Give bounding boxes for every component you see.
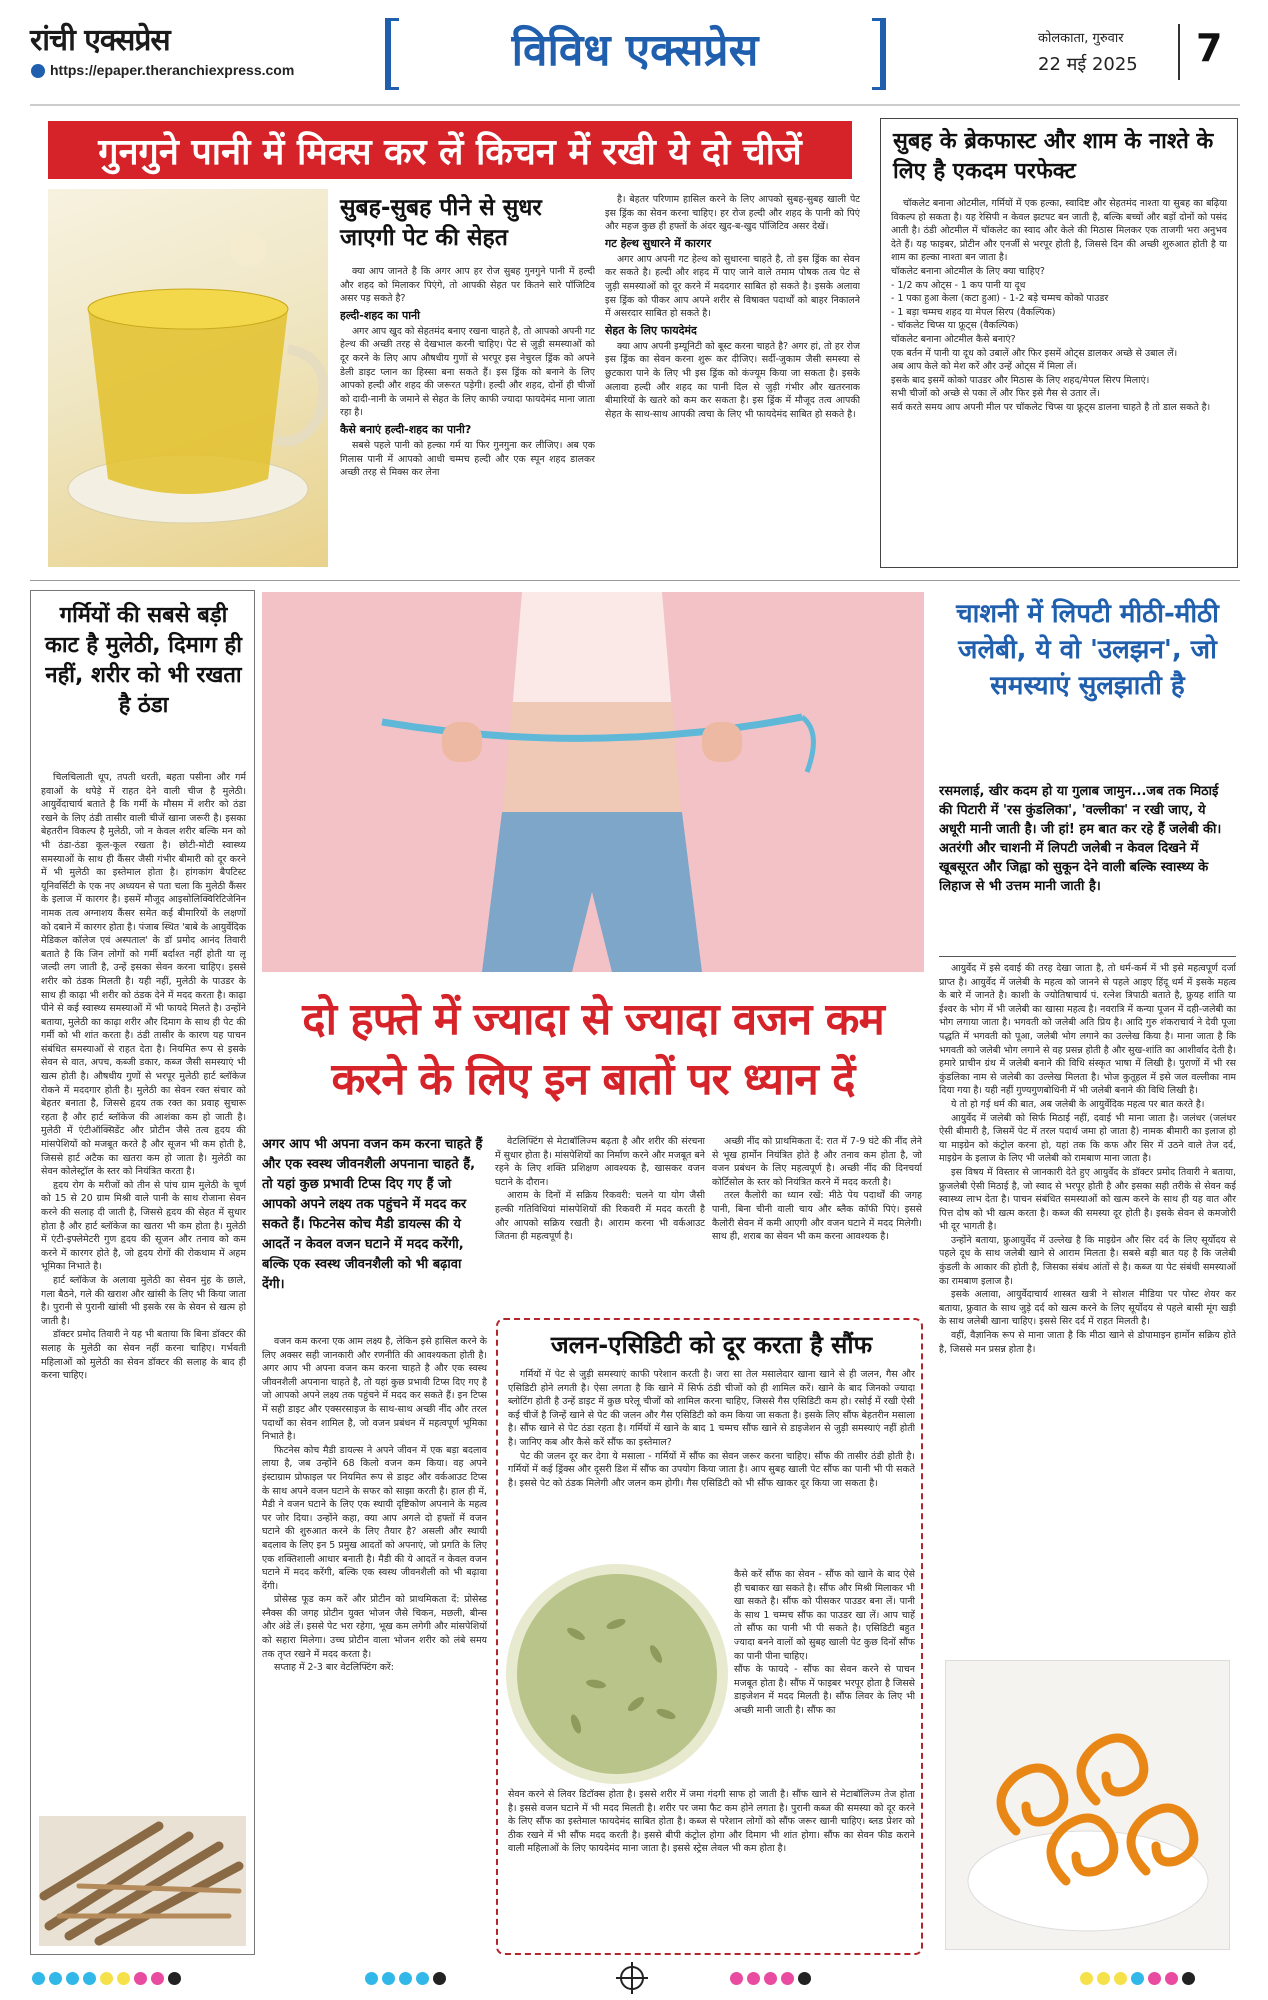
black-dot	[798, 1972, 811, 1985]
story1-column-1: क्या आप जानते है कि अगर आप हर रोज सुबह गुनगुने पानी में हल्दी और शहद को मिलाकर पिएंगे, तो आपकी सेहत पर कितने सारे पॉजिटिव असर पड़ सकते है? हल्दी-शहद का पानी अगर आप खुद को सेहतमंद बनाए रखना चाहते है, तो आपको अपनी गट हेल्थ की अच्छी तरह से देखभाल करनी चाहिए। पेट से जुड़ी समस्याओं को दूर करने के लिए आप औषधीय गुणों से भरपूर इस नेचुरल ड्रिंक को अपने डेली डाइट प्लान का हिस्सा बना सकते हैं। इस ड्रिंक को बनाने के लिए आपको हल्दी और शहद की जरूरत पड़ेगी। हल्दी और शहद, दोनों ही चीजों को दादी-नानी के जमाने से सेहत के लिए काफी ज्यादा फायदेमंद माना जाता रहा है। कैसे बनाएं हल्दी-शहद का पानी? सबसे पहले पानी को हल्का गर्म या फिर गुनगुना कर लीजिए। अब एक गिलास पानी में आपको आधी चम्मच हल्दी और एक स्पून शहद डालकर अच्छी तरह से मिक्स कर लेना	[340, 266, 595, 479]
yellow-dot	[1114, 1972, 1127, 1985]
jalebi-photo	[945, 1660, 1230, 1950]
story-mulethi	[30, 590, 255, 1955]
turmeric-cup-photo	[48, 189, 328, 567]
jalebi-plate-icon	[946, 1661, 1230, 1950]
black-dot	[168, 1972, 181, 1985]
banner-headline: गुनगुने पानी में मिक्स कर लें किचन में रखी ये दो चीजें	[98, 131, 802, 173]
cyan-dot	[399, 1972, 412, 1985]
story5-right-column: कैसे करें सौंफ का सेवन - सौंफ को खाने के बाद ऐसे ही चबाकर खा सकते है। सौंफ और मिश्री मिलाकर भी खा सकते है। सौंफ को पीसकर पाउडर बना लें। पानी के साथ 1 चम्मच सौंफ का पाउडर खा लें। आप चाहें तो सौंफ का पानी भी पी सकते है। एसिडिटी बहुत ज्यादा बनने वालों को सुबह खाली पेट कुछ दिनों सौंफ का पानी पीना चाहिए। सौंफ के फायदे - सौंफ का सेवन करने से पाचन मजबूत होता है। सौंफ में फाइबर भरपूर होता है जिससे डाइजेशन में मदद मिलती है। सौंफ लिवर के लिए भी अच्छी मानी जाती है। सौंफ का	[734, 1569, 915, 1716]
story4-intro: अगर आप भी अपना वजन कम करना चाहते हैं और एक स्वस्थ जीवनशैली अपनाना चाहते हैं, तो यहां कुछ प्रभावी टिप्स दिए गए हैं जो आपको अपने लक्ष्य तक पहुंचने में मदद कर सकते हैं। फिटनेस कोच मैडी डायल्स की ये आदतें न केवल वजन घटाने में मदद करेंगी, बल्कि एक स्वस्थ जीवनशैली को भी बढ़ावा देंगी।	[262, 1137, 483, 1292]
brand-logo: रांची एक्सप्रेस	[30, 23, 170, 58]
story1-column-2: है। बेहतर परिणाम हासिल करने के लिए आपको सुबह-सुबह खाली पेट इस ड्रिंक का सेवन करना चाहिए। हर रोज हल्दी और शहद के पानी को पिएं और महज कुछ ही हफ्तों के अंदर खुद-ब-खुद पॉजिटिव असर देखें। गट हेल्थ सुधारने में कारगर अगर आप अपनी गट हेल्थ को सुधारना चाहते है, तो इस ड्रिंक का सेवन कर सकते है। हल्दी और शहद में पाए जाने वाले तमाम पोषक तत्व पेट से जुड़ी समस्याओं को दूर करने में मददगार साबित हो सकते है। इसके अलावा इस ड्रिंक को पीकर आप अपने शरीर से विषाक्त पदार्थों को बाहर निकालने में असरदार साबित हो सकते है। सेहत के लिए फायदेमंद क्या आप अपनी इम्यूनिटी को बूस्ट करना चाहते है? अगर हां, तो हर रोज इस ड्रिंक का सेवन करना शुरू कर दीजिए। सर्दी-जुकाम जैसी समस्या से छुटकारा पाने के लिए भी इस ड्रिंक को कंज्यूम किया जा सकता है। इसके अलावा हल्दी और शहद का पानी दिल से जुड़ी गंभीर और खतरनाक बीमारियों के खतरे को कम कर सकता है। इस ड्रिंक में मौजूद तत्व आपकी सेहत के साथ-साथ आपकी त्वचा के लिए भी फायदेमंद साबित हो सकते है।	[605, 194, 860, 420]
left-bracket-decoration	[385, 18, 399, 90]
cyan-dot	[32, 1972, 45, 1985]
story-fennel	[496, 1318, 923, 1955]
black-dot	[1182, 1972, 1195, 1985]
fennel-seeds-photo	[506, 1564, 728, 1784]
story3-body: चिलचिलाती धूप, तपती धरती, बहता पसीना और गर्म हवाओं के थपेड़े में राहत देने वाली चीज है मुलेठी। आयुर्वेदाचार्य बताते है कि गर्मी के मौसम में शरीर को ठंडा रखने के लिए ठंडी तासीर वाली चीजें खाना जरूरी है। इसका बेहतरीन विकल्प है मुलेठी, जो न केवल शरीर बल्कि मन को भी ठंडा-ठंडा कूल-कूल रखता है। छोटी-मोटी स्वास्थ्य समस्याओं के साथ ही कैंसर जैसी गंभीर बीमारी को दूर करने में भी मुलेठी का इस्तेमाल होता है। हांगकांग बैपटिस्ट यूनिवर्सिटी के एक नए अध्ययन से पता चला कि मुलेठी कैंसर के इलाज में कारगर है। इसमें मौजूद आइसोलिक्विरिटिजेनिन नामक तत्व अग्नाशय कैंसर समेत कई बीमारियों के लक्षणों को दबाने में कारगर होता है। पंजाब स्थित 'बाबे के आयुर्वेदिक मेडिकल कॉलेज एवं अस्पताल' के डॉ प्रमोद आनंद तिवारी बताते है कि जिन लोगों को गर्मी बर्दाश्त नहीं होती या लू जल्दी लग जाती है, उन्हें इसका सेवन करना चाहिए। इससे शरीर को ठंडक मिलती है। यही नहीं, मुलेठी के पाउडर के साथ ही काढ़ा भी शरीर को ठंडक देने में मदद करता है। काढ़ा पीने से कई स्वास्थ्य समस्याओं में भी फायदे मिलते है। उन्होंने बताया, मुलेठी का काढ़ा शरीर और दिमाग के साथ ही पेट की गर्मी को भी शांत करता है। ठंडी तासीर के कारण यह पाचन संबंधित समस्याओं से राहत देता है। नियमित रूप से इसके सेवन से वात, अपच, कब्जी डकार, कब्ज जैसी समस्याएं भी खत्म होती है। औषधीय गुणों से भरपूर मुलेठी हार्ट ब्लॉकेज रोकने में मददगार होती है। मुलेठी का सेवन रक्त संचार को बेहतर बनाता है, जिससे हृदय तक रक्त का प्रवाह सुचारू रहता है और हार्ट ब्लॉकेज की आशंका कम हो जाती है। मुलेठी में एंटीऑक्सिडेंट और प्रोटीन जैसे तत्व हृदय की मांसपेशियों को मजबूत करते है और सूजन भी कम होती है, जिससे हार्ट अटैक का खतरा कम हो जाता है। मुलेठी का सेवन कोलेस्ट्रॉल के स्तर को नियंत्रित करता है। हृदय रोग के मरीजों को तीन से पांच ग्राम मुलेठी के चूर्ण को 15 से 20 ग्राम मिश्री वाले पानी के साथ रोजाना सेवन करने की सलाह दी जाती है, जिससे हृदय की सेहत में सुधार होता है और हार्ट ब्लॉकेज का खतरा भी कम होता है। मुलेठी में एंटी-इफ्लेमेटरी गुण हृदय की सूजन और तनाव को कम करने में कारगर होते है, जो हृदय रोगों की रोकथाम में अहम भूमिका निभाते है। हार्ट ब्लॉकेज के अलावा मुलेठी का सेवन मुंह के छाले, गला बैठने, गले की खराश और खांसी के लिए भी किया जाता है। पुरानी से पुरानी खांसी भी इसके रस के सेवन से खत्म हो जाती है। डॉक्टर प्रमोद तिवारी ने यह भी बताया कि बिना डॉक्टर की सलाह के मुलेठी का सेवन नहीं करना चाहिए। गर्भवती महिलाओं को मुलेठी का सेवन डॉक्टर की सलाह के बाद ही करना चाहिए।	[41, 772, 246, 1382]
story-turmeric-water	[30, 115, 870, 570]
story6-headline: चाशनी में लिपटी मीठी-मीठी जलेबी, ये वो 'उलझन', जो समस्याएं सुलझाती है	[956, 599, 1219, 701]
story6-intro-rule	[939, 956, 1236, 957]
color-registration-mid-left	[365, 1972, 446, 1985]
story6-body: आयुर्वेद में इसे दवाई की तरह देखा जाता है, तो धर्म-कर्म में भी इसे महत्वपूर्ण दर्जा प्राप्त है। आयुर्वेद में जलेबी के महत्व को जानने से पहले आइए हिंदू धर्म में इसके महत्व के बारे में जानते है। काशी के ज्योतिषाचार्य पं. रत्नेश त्रिपाठी बताते है, फ्रुयह शांति या ईश्वर के भोग में भी जलेबी का खासा महत्व है। नवरात्रि में कन्या पूजन में दही-जलेबी का भोग लगाया जाता है। भगवती को जलेबी अति प्रिय है। आदि गुरु शंकराचार्य ने देवी पूजा पद्धति में भगवती को पूआ, जलेबी भोग लगाने का उल्लेख किया है। माना जाता है कि भगवती को जलेबी भोग लगाने से वह प्रसन्न होती है और सुख-शांति का आशीर्वाद देती है। हमारे प्राचीन ग्रंथ में जलेबी बनाने की विधि संस्कृत भाषा में लिखी है। पुराणों में भी रस कुंडलिका नाम से जलेबी का उल्लेख मिलता है। भोज कुतूहल में इसे जल वल्लीका नाम दिया गया है। यही नहीं गुण्यगुणबोधिनी में भी जलेबी बनाने की विधि लिखी है। ये तो हो गई धर्म की बात, अब जलेबी के आयुर्वेदिक महत्व पर बात करते है। आयुर्वेद में जलेबी को सिर्फ मिठाई नहीं, दवाई भी माना जाता है। जलंधर (जलंधर ऐसी बीमारी है, जिसमें पेट में तरल पदार्थ जमा हो जाता है) नामक बीमारी का इलाज हो या माइग्रेन को कंट्रोल करना हो, यहां तक कि कफ और सिर में उठने वाले तेज दर्द, माइग्रेन के इलाज के लिए भी जलेबी को रामबाण माना जाता है। इस विषय में विस्तार से जानकारी देते हुए आयुर्वेद के डॉक्टर प्रमोद तिवारी ने बताया, फ्रुजलेबी ऐसी मिठाई है, जो स्वाद से भरपूर होती है और इसका सही तरीके से सेवन कई स्वास्थ्य लाभ देता है। पाचन संबंधित समस्याओं को खत्म करने के साथ ही यह वात और पित्त दोष को भी खत्म करता है। कब्ज की समस्या दूर होती है। इसके सेवन से कमजोरी भी दूर भागती है। उन्होंने बताया, फ्रुआयुर्वेद में उल्लेख है कि माइग्रेन और सिर दर्द के लिए सूर्योदय से पहले दूध के साथ जलेबी खाने से आराम मिलता है। सबसे बड़ी बात यह है कि जलेबी कुंडली के आकार की होती है, जिसका संबंध आंतों से है। कब्ज या पेट संबंधी समस्याओं का रामबाण इलाज है। इसके अलावा, आयुर्वेदाचार्य शास्त्रत खत्री ने सोशल मीडिया पर पोस्ट शेयर कर बताया, फ्रुवात के साथ जुड़े दर्द को खत्म करने के लिए सूर्योदय से पहले बासी मूंग खड़ी के साथ जलेबी खाना चाहिए। इससे सिर दर्द में राहत मिलती है। वहीं, वैज्ञानिक रूप से माना जाता है कि मीठा खाने से डोपामाइन हार्मोन सक्रिय होते है, जिससे मन प्रसन्न होता है।	[939, 963, 1236, 1355]
page-number: 7	[1196, 26, 1223, 70]
story2-body: चॉकलेट बनाना ओटमील, गर्मियों में एक हल्का, स्वादिष्ट और सेहतमंद नाश्ता या सुबह का बढ़िया विकल्प हो सकता है। यह रेसिपी न केवल झटपट बन जाती है, बल्कि बच्चों और बड़ों दोनों को पसंद आती है। ठंडी ओटमील में चॉकलेट का स्वाद और केले की मिठास मिलकर एक ताजगी भरा अनुभव देते हैं। यह फाइबर, प्रोटीन और एनर्जी से भरपूर होती है, जिससे दिन की अच्छी शुरुआत होती है या शाम का हल्का नाश्ता बन जाता है। चॉकलेट बनाना ओटमील के लिए क्या चाहिए? - 1/2 कप ओट्स - 1 कप पानी या दूध - 1 पका हुआ केला (कटा हुआ) - 1-2 बड़े चम्मच कोको पाउडर - 1 बड़ा चम्मच शहद या मेपल सिरप (वैकल्पिक) - चॉकलेट चिप्स या फ्रूट्स (वैकल्पिक) चॉकलेट बनाना ओटमील कैसे बनाएं? एक बर्तन में पानी या दूध को उबालें और फिर इसमें ओट्स डालकर अच्छे से उबाल लें। अब आप केले को मेश करें और उन्हें ओट्स में मिला लें। इसके बाद इसमें कोको पाउडर और मिठास के लिए शहद/मेपल सिरप मिलाएं। सभी चीजों को अच्छे से पका लें और फिर इसे गैस से उतार लें। सर्व करते समय आप अपनी मील पर चॉकलेट चिप्स या फ्रूट्स डालना चाहते है तो डाल सकते है।	[891, 198, 1227, 413]
epaper-url[interactable]: https://epaper.theranchiexpress.com	[50, 62, 295, 78]
magenta-dot	[781, 1972, 794, 1985]
magenta-dot	[747, 1972, 760, 1985]
story4-column-3: अच्छी नींद को प्राथमिकता दें: रात में 7-9 घंटे की नींद लेने से भूख हार्मोन नियंत्रित होते है और तनाव कम होता है, जो वजन प्रबंधन के लिए महत्वपूर्ण है। अच्छी नींद की दिनचर्या कोर्टिसोल के स्तर को नियंत्रित करने में मदद करती है। तरल कैलोरी का ध्यान रखें: मीठे पेय पदार्थों की जगह पानी, बिना चीनी वाली चाय और ब्लैक कॉफी पिएं। इससे कैलोरी सेवन में कमी आएगी और वजन घटाने में मदद मिलेगी। साथ ही, शराब का सेवन भी कम करना आवश्यक है।	[712, 1136, 922, 1243]
woman-measuring-waist-icon	[262, 592, 924, 972]
color-registration-left	[32, 1972, 181, 1985]
story5-intro: गर्मियों में पेट से जुड़ी समस्याएं काफी परेशान करती है। जरा सा तेल मसालेदार खाना खाने से ही जलन, गैस और एसिडिटी होने लगती है। ऐसा लगता है कि खाने में सिर्फ ठंडी चीजों को ही शामिल करें। खाने के बाद जिनको ज्यादा ब्लोटिंग होती है उन्हें डाइट में कुछ घरेलू चीजों को शामिल करना चाहिए, जिससे गैस एसिडिटी कम हो। रसोई में रखी ऐसी कई चीजें है जिन्हें खाने से पेट की जलन और गैस एसिडिटी को कम किया जा सकता है। इसके लिए सौंफ बेहतरीन मसाला है। सौंफ खाने से पेट ठंडा रहता है। गर्मियों में खाने के बाद 1 चम्मच सौंफ खाने से डाइजेशन से जुड़ी समस्याएं नहीं होती है। जानिए कब और कैसे करें सौंफ का इस्तेमाल? पेट की जलन दूर कर देगा ये मसाला - गर्मियों में सौंफ का सेवन जरूर करना चाहिए। सौंफ की तासीर ठंडी होती है। गर्मियों में कई ड्रिंक्स और दूसरी डिश में सौंफ का उपयोग किया जाता है। आप सुबह खाली पेट सौंफ का पानी भी पी सकते है। इससे पेट को ठंडक मिलेगी और जलन कम होगी। गैस एसिडिटी को भी सौंफ खाकर दूर किया जा सकता है।	[508, 1369, 915, 1489]
masthead	[0, 0, 1268, 110]
magenta-dot	[730, 1972, 743, 1985]
color-registration-mid-right	[730, 1972, 811, 1985]
magenta-dot	[764, 1972, 777, 1985]
section-rule	[30, 580, 1240, 581]
story5-bottom: सेवन करने से लिवर डिटॉक्स होता है। इससे शरीर में जमा गंदगी साफ हो जाती है। सौंफ खाने से मेटाबॉलिज्म तेज होता है। इससे वजन घटाने में भी मदद मिलती है। शरीर पर जमा फैट कम होने लगता है। पुरानी कब्ज की समस्या को दूर करने के लिए सौंफ का इस्तेमाल फायदेमंद साबित होता है। कब्ज से परेशान लोगों को सौंफ जरूर खानी चाहिए। ब्लड प्रेशर को ठीक रखने में भी सौंफ मदद करती है। इससे बीपी कंट्रोल होगा और दिमाग भी शांत होगा। सौंफ का सेवन फीड कराने वाली महिलाओं के लिए फायदेमंद माना जाता है। इससे स्ट्रेस लेवल भी कम होता है।	[508, 1789, 915, 1855]
yellow-dot	[1080, 1972, 1093, 1985]
magenta-dot	[151, 1972, 164, 1985]
cyan-dot	[382, 1972, 395, 1985]
story1-headline: सुबह-सुबह पीने से सुधर जाएगी पेट की सेहत	[340, 195, 542, 251]
story4-column-1: वजन कम करना एक आम लक्ष्य है, लेकिन इसे हासिल करने के लिए अक्सर सही जानकारी और रणनीति की आवश्यकता होती है। अगर आप भी अपना वजन कम करना चाहते है और एक स्वस्थ जीवनशैली अपनाना चाहते है, तो यहां कुछ प्रभावी टिप्स दिए गए है जो आपको अपने लक्ष्य तक पहुंचने में मदद कर सकते हैं। इन टिप्स में सही डाइट और एक्सरसाइज के साथ-साथ अच्छी नींद और तरल पदार्थों का सेवन शामिल है, जो वजन प्रबंधन में महत्वपूर्ण भूमिका निभाते है। फिटनेस कोच मैडी डायल्स ने अपने जीवन में एक बड़ा बदलाव लाया है, जब उन्होंने 68 किलो वजन कम किया। वह अपने इंस्टाग्राम प्रोफाइल पर नियमित रूप से डाइट और वर्कआउट टिप्स के साथ अपने वजन घटाने के सफर को साझा करती है। हाल ही में, मैडी ने वजन घटाने के लिए एक स्थायी दृष्टिकोण अपनाने के महत्व पर जोर दिया। उन्होंने कहा, क्या आप अगले दो हफ्तों में वजन घटाने की शुरुआत करने के लिए तैयार है? असली और स्थायी बदलाव के लिए इन 5 प्रमुख आदतों को अपनाएं, जो प्रगति के लिए एक शक्तिशाली आधार बनाती है। मैडी की ये आदतें न केवल वजन घटाने में मदद करेंगी, बल्कि एक स्वस्थ जीवनशैली को भी बढ़ावा देंगी। प्रोसेस्ड फूड कम करें और प्रोटीन को प्राथमिकता दें: प्रोसेस्ड स्नैक्स की जगह प्रोटीन युक्त भोजन जैसे चिकन, मछली, बीन्स और अंडे लें। इससे पेट भरा रहेगा, भूख कम लगेगी और मांसपेशियों को सहारा मिलेगा। उच्च प्रोटीन वाला भोजन शरीर को लंबे समय तक तृप्त रखने में मदद करता है। सप्ताह में 2-3 बार वेटलिफ्टिंग करें:	[262, 1336, 487, 1674]
cyan-dot	[49, 1972, 62, 1985]
cyan-dot	[66, 1972, 79, 1985]
magenta-dot	[1165, 1972, 1178, 1985]
yellow-dot	[100, 1972, 113, 1985]
right-bracket-decoration	[872, 18, 886, 90]
masthead-rule	[30, 104, 1240, 106]
issue-date: 22 मई 2025	[1038, 54, 1138, 75]
story6-intro: रसमलाई, खीर कदम हो या गुलाब जामुन...जब तक मिठाई की पिटारी में 'रस कुंडलिका', 'वल्लीका' न रखी जाए, ये अधूरी मानी जाती है। जी हां! हम बात कर रहे हैं जलेबी की। अतरंगी और चाशनी में लिपटी जलेबी न केवल दिखने में खूबसूरत और जिह्वा को सुकून देने वाली बल्कि स्वास्थ्य के लिहाज से भी उत्तम मानी जाती है।	[939, 784, 1222, 894]
cyan-dot	[1131, 1972, 1144, 1985]
color-registration-right	[1080, 1972, 1195, 1985]
city-day: कोलकाता, गुरुवार	[1038, 31, 1124, 46]
waist-measure-photo	[262, 592, 924, 972]
cyan-dot	[83, 1972, 96, 1985]
yellow-dot	[117, 1972, 130, 1985]
story4-headline: दो हफ्ते में ज्यादा से ज्यादा वजन कम करने के लिए इन बातों पर ध्यान दें	[302, 994, 884, 1105]
cyan-dot	[365, 1972, 378, 1985]
story5-headline: जलन-एसिडिटी को दूर करता है सौंफ	[550, 1331, 873, 1359]
magenta-dot	[134, 1972, 147, 1985]
crosshair-registration-icon	[620, 1966, 644, 1990]
licorice-sticks-icon	[39, 1816, 246, 1946]
black-dot	[433, 1972, 446, 1985]
globe-icon	[31, 64, 45, 78]
story3-headline: गर्मियों की सबसे बड़ी काट है मुलेठी, दिमाग ही नहीं, शरीर को भी रखता है ठंडा	[45, 603, 242, 718]
cup-of-turmeric-icon	[48, 189, 328, 567]
yellow-dot	[1097, 1972, 1110, 1985]
story4-column-2: वेटलिफ्टिंग से मेटाबॉलिज्म बढ़ता है और शरीर की संरचना में सुधार होता है। मांसपेशियों का निर्माण करने और मजबूत बने रहने के लिए शक्ति प्रशिक्षण आवश्यक है, खासकर वजन घटाने के दौरान। आराम के दिनों में सक्रिय रिकवरी: चलने या योग जैसी हल्की गतिविधियां मांसपेशियों की रिकवरी में मदद करती है और आपको सक्रिय रखती है। आराम करना भी वर्कआउट जितना ही महत्वपूर्ण है।	[495, 1136, 705, 1243]
cyan-dot	[416, 1972, 429, 1985]
section-title: विविध एक्सप्रेस	[511, 25, 759, 76]
story-jalebi	[935, 590, 1240, 1955]
story2-headline: सुबह के ब्रेकफास्ट और शाम के नाश्ते के लिए है एकदम परफेक्ट	[893, 129, 1214, 184]
date-divider	[1178, 24, 1180, 80]
story-banner	[48, 121, 852, 179]
fennel-seeds-icon	[506, 1564, 728, 1784]
magenta-dot	[1148, 1972, 1161, 1985]
licorice-root-photo	[39, 1816, 246, 1946]
story-chocolate-oatmeal	[880, 118, 1238, 568]
